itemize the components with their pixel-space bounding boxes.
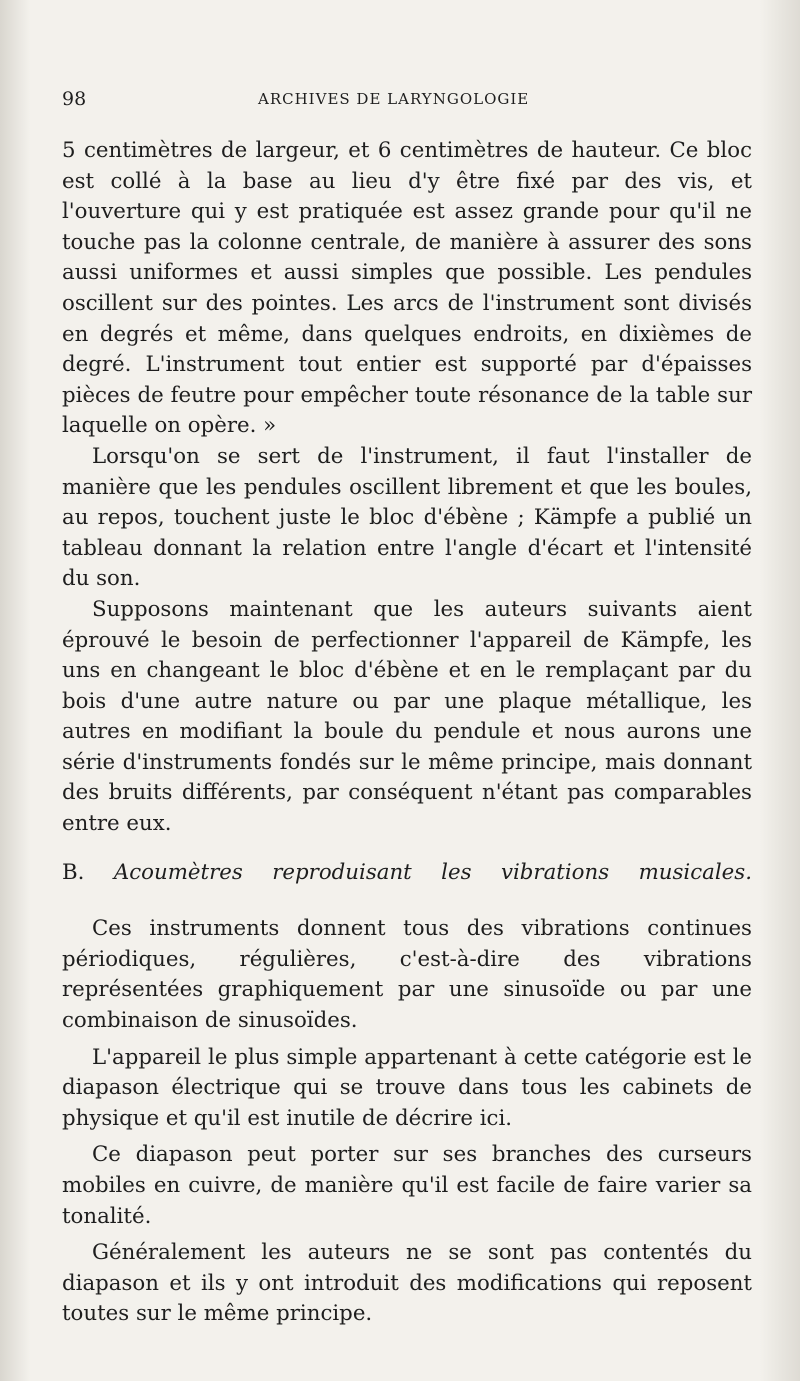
paragraph-modifications: Généralement les auteurs ne se sont pas contentés du diapason et ils y ont introduit des modifications qui reposent toutes sur le même principe.: [62, 1240, 752, 1327]
paragraph-vibrations: Ces instruments donnent tous des vibrations continues périodiques, régulières, c'est-à-dire des vibrations représentées graphiquement par une sinusoïde ou par une combinaison de sinusoïdes.: [62, 916, 752, 1034]
running-head: [62, 88, 752, 110]
journal-title: ARCHIVES DE LARYNGOLOGIE: [258, 90, 530, 108]
paragraph-continuation: 5 centimètres de largeur, et 6 centimètres de hauteur. Ce bloc est collé à la base au lieu d'y être fixé par des vis, et l'ouverture qui y est pratiquée est assez grande pour qu'il ne touche pas la colonne centrale, de manière à assurer des sons aussi uniformes et aussi simples que possible. Les pendules oscillent sur des pointes. Les arcs de l'instrument sont divisés en degrés et même, dans quelques endroits, en dixièmes de degré. L'instrument tout entier est supporté par d'épaisses pièces de feutre pour empêcher toute résonance de la table sur laquelle on opère. »: [62, 138, 752, 439]
section-heading: [62, 858, 752, 889]
paragraph-improvements: Supposons maintenant que les auteurs suivants aient éprouvé le besoin de perfectionner l'appareil de Kämpfe, les uns en changeant le bloc d'ébène et en le remplaçant par du bois d'une autre nature ou par une plaque métallique, les autres en modifiant la boule du pendule et nous aurons une série d'instruments fondés sur le même principe, mais donnant des bruits différents, par conséquent n'étant pas comparables entre eux.: [62, 596, 752, 837]
paragraph-diapason-electrique: L'appareil le plus simple appartenant à cette catégorie est le diapason électrique qui se trouve dans tous les cabinets de physique et qu'il est inutile de décrire ici.: [62, 1044, 752, 1131]
paragraph-curseurs: Ce diapason peut porter sur ses branches des curseurs mobiles en cuivre, de manière qu'il est facile de faire varier sa tonalité.: [62, 1142, 752, 1229]
paragraph-installation: Lorsqu'on se sert de l'instrument, il faut l'installer de manière que les pendules oscillent librement et que les boules, au repos, touchent juste le bloc d'ébène ; Kämpfe a publié un tableau donnant la relation entre l'angle d'écart et l'intensité du son.: [62, 443, 752, 592]
section-letter: B.: [62, 859, 85, 885]
page-number: 98: [62, 88, 87, 110]
body-text: [62, 136, 752, 1330]
section-title: Acoumètres reproduisant les vibrations musicales.: [113, 859, 752, 885]
